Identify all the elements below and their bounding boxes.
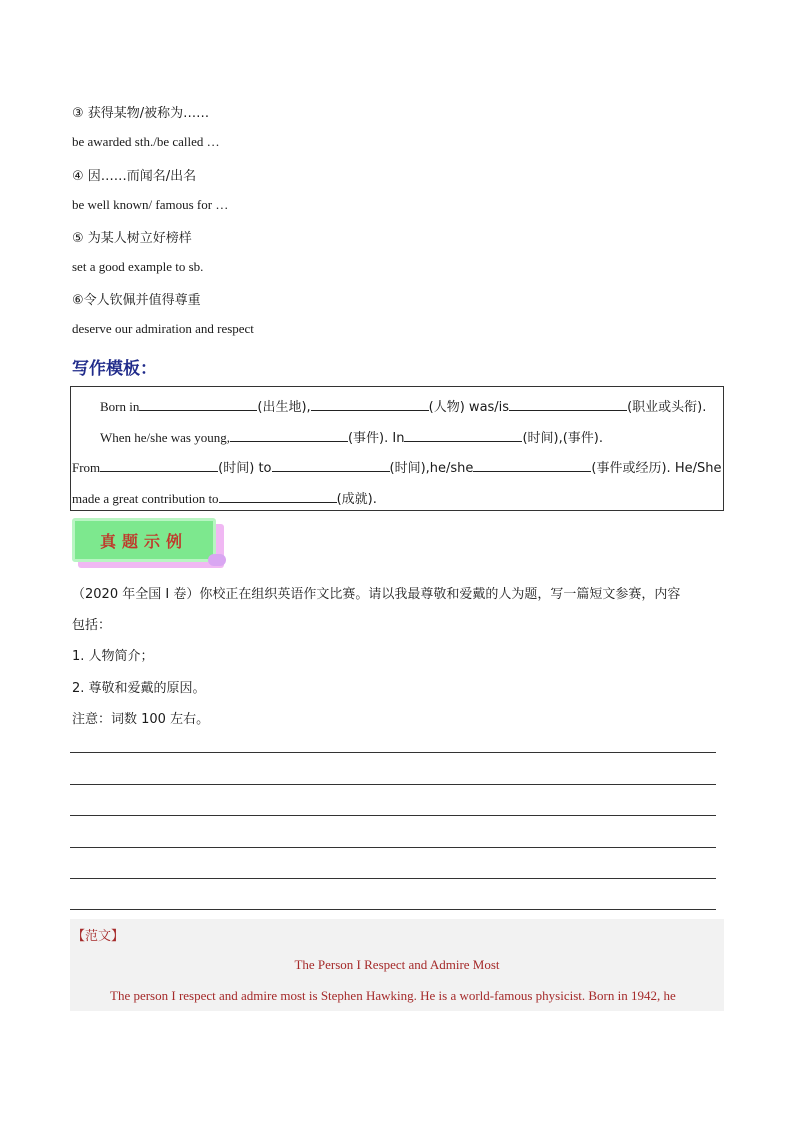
phrase-3-en: be awarded sth./be called … (72, 134, 220, 149)
writing-line[interactable] (70, 784, 716, 785)
writing-line[interactable] (70, 752, 716, 753)
task-point-2: 2. 尊敬和爱戴的原因。 (72, 681, 206, 696)
line1-c: (人物) was/is (428, 400, 510, 415)
blank (139, 398, 257, 411)
phrase-3-cn: ③ 获得某物/被称为…… (72, 106, 210, 121)
line1-a: Born in (100, 399, 140, 414)
template-line-4 (72, 488, 377, 507)
phrase-4-en: be well known/ famous for … (72, 197, 229, 212)
template-line-3 (72, 457, 721, 476)
line4-b: (成就). (336, 492, 377, 507)
blank (404, 429, 522, 442)
phrase-5-cn: ⑤ 为某人树立好榜样 (72, 231, 192, 246)
badge-label: 真题示例 (72, 518, 216, 562)
line3-d: (事件或经历). He/She (591, 461, 722, 476)
phrase-6-en: deserve our admiration and respect (72, 321, 254, 336)
line3-a: From (72, 460, 101, 475)
template-heading: 写作模板： (72, 359, 157, 379)
template-box (70, 386, 724, 511)
line3-b: (时间) to (218, 461, 272, 476)
task-prompt-line2: 包括： (72, 618, 112, 633)
blank (100, 459, 218, 472)
phrase-4-cn: ④ 因……而闻名/出名 (72, 169, 197, 184)
task-note: 注意：词数 100 左右。 (72, 712, 210, 727)
sample-label: 【范文】 (72, 929, 125, 944)
blank (230, 429, 348, 442)
blank (219, 490, 337, 503)
task-prompt-line1: （2020 年全国 I 卷）你校正在组织英语作文比赛。请以我最尊敬和爱戴的人为题，写一篇短文参赛，内容 (72, 587, 681, 602)
sample-first-line: The person I respect and admire most is Stephen Hawking. He is a world-famous physicist. Born in 1942, he (110, 988, 676, 1003)
blank (272, 459, 390, 472)
line1-d: (职业或头衔). (627, 400, 707, 415)
blank (473, 459, 591, 472)
line4-a: made a great contribution to (72, 491, 219, 506)
task-point-1: 1. 人物简介； (72, 649, 154, 664)
badge-decoration (208, 554, 226, 566)
writing-line[interactable] (70, 909, 716, 910)
writing-line[interactable] (70, 815, 716, 816)
line2-c: (时间),(事件). (522, 431, 604, 446)
phrase-5-en: set a good example to sb. (72, 259, 204, 274)
line2-a: When he/she was young, (100, 430, 230, 445)
blank (509, 398, 627, 411)
line1-b: (出生地), (257, 400, 311, 415)
template-line-2 (100, 427, 603, 446)
line2-b: (事件). In (347, 431, 405, 446)
phrase-6-cn: ⑥令人钦佩并值得尊重 (72, 293, 201, 308)
writing-line[interactable] (70, 878, 716, 879)
line3-c: (时间),he/she (389, 461, 474, 476)
sample-title: The Person I Respect and Admire Most (294, 957, 500, 972)
template-line-1 (100, 396, 706, 415)
writing-line[interactable] (70, 847, 716, 848)
blank (311, 398, 429, 411)
section-badge (70, 516, 234, 572)
